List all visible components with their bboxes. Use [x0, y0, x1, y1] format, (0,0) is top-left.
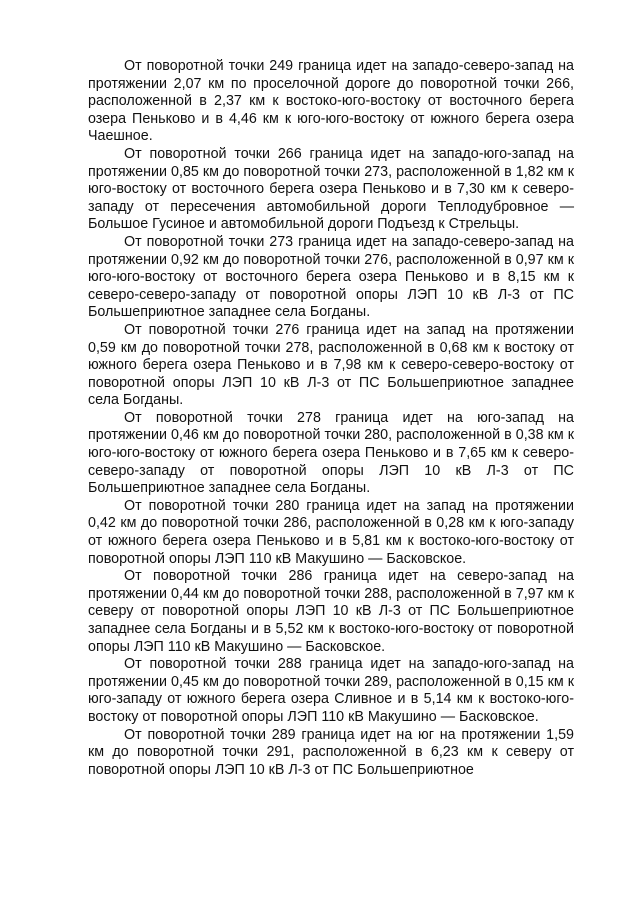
paragraph-9: От поворотной точки 289 граница идет на юг на протяжении 1,59 км до поворотной точки 291, расположенной в 6,23 км к северу от поворотной опоры ЛЭП 10 кВ Л-3 от ПС Большеприютное: [88, 726, 574, 778]
paragraph-7: От поворотной точки 286 граница идет на северо-запад на протяжении 0,44 км до поворотной точки 288, расположенной в 7,97 км к северу от поворотной опоры ЛЭП 10 кВ Л-3 от ПС Большеприютное западнее села Богданы и в 5,52 км к востоко-юго-востоку от поворотной опоры ЛЭП 110 кВ Макушино — Басковское.: [88, 568, 574, 655]
paragraph-3: От поворотной точки 273 граница идет на западо-северо-запад на протяжении 0,92 км до поворотной точки 276, расположенной в 0,97 км к юго-юго-востоку от восточного берега озера Пеньково и в 8,15 км к северо-северо-западу от поворотной опоры ЛЭП 10 кВ Л-3 от ПС Большеприютное западнее села Богданы.: [88, 233, 574, 321]
paragraph-4: От поворотной точки 276 граница идет на запад на протяжении 0,59 км до поворотной точки 278, расположенной в 0,68 км к востоку от южного берега озера Пеньково и в 7,98 км к северо-северо-востоку от поворотной опоры ЛЭП 10 кВ Л-3 от ПС Большеприютное западнее села Богданы.: [88, 321, 574, 409]
paragraph-1: От поворотной точки 249 граница идет на западо-северо-запад на протяжении 2,07 км по проселочной дороге до поворотной точки 266, расположенной в 2,37 км к востоко-юго-востоку от восточного берега озера Пеньково и в 4,46 км к юго-юго-востоку от южного берега озера Чаешное.: [88, 58, 574, 145]
document-page: [88, 58, 574, 779]
paragraph-2: От поворотной точки 266 граница идет на западо-юго-запад на протяжении 0,85 км до поворотной точки 273, расположенной в 1,82 км к юго-востоку от восточного берега озера Пеньково и в 7,30 км к северо-западу от пересечения автомобильной дороги Теплодубровное — Большое Гусиное и автомобильной дороги Подъезд к Стрельцы.: [88, 145, 574, 233]
paragraph-8: От поворотной точки 288 граница идет на западо-юго-запад на протяжении 0,45 км до поворотной точки 289, расположенной в 0,15 км к юго-западу от южного берега озера Сливное и в 5,14 км к востоко-юго-востоку от поворотной опоры ЛЭП 110 кВ Макушино — Басковское.: [88, 656, 574, 725]
paragraph-5: От поворотной точки 278 граница идет на юго-запад на протяжении 0,46 км до поворотной точки 280, расположенной в 0,38 км к юго-юго-востоку от южного берега озера Пеньково и в 7,65 км к северо-северо-западу от поворотной опоры ЛЭП 10 кВ Л-3 от ПС Большеприютное западнее села Богданы.: [88, 409, 574, 497]
paragraph-6: От поворотной точки 280 граница идет на запад на протяжении 0,42 км до поворотной точки 286, расположенной в 0,28 км к юго-западу от южного берега озера Пеньково и в 5,81 км к востоко-юго-востоку от поворотной опоры ЛЭП 110 кВ Макушино — Басковское.: [88, 497, 574, 567]
